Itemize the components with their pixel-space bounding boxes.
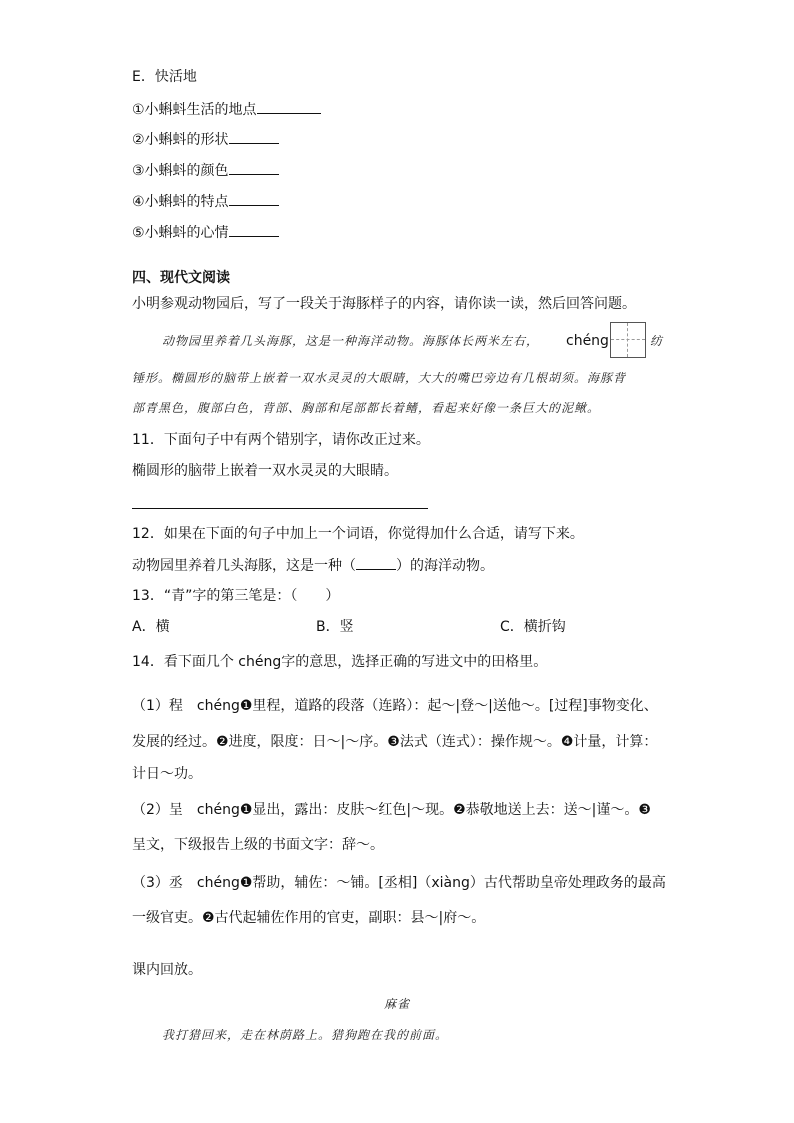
answer-blank[interactable] — [257, 99, 321, 114]
q12-question: 12．如果在下面的句子中加上一个词语，你觉得加什么合适，请写下来。 — [132, 526, 584, 542]
q14-entry-line-5: 呈文，下级报告上级的书面文字：辞～。 — [132, 837, 384, 853]
review-label: 课内回放。 — [132, 962, 202, 978]
passage-line-3: 部青黑色，腹部白色，背部、胸部和尾部都长着鳍，看起来好像一条巨大的泥鳅。 — [132, 401, 601, 415]
q12-sentence-before: 动物园里养着几头海豚，这是一种（ — [132, 558, 356, 574]
cheng-pinyin: chéng — [566, 333, 609, 349]
item-label: ③小蝌蚪的颜色 — [132, 163, 229, 179]
answer-blank[interactable] — [229, 129, 279, 144]
q14-entry-line-3: 计日～功。 — [132, 766, 202, 782]
q14-entry-line-6: （3）丞 chéng❶帮助，辅佐：～铺。[丞相]（xiàng）古代帮助皇帝处理政务的最高 — [132, 875, 666, 891]
section-e-item-3 — [132, 160, 279, 181]
q12-sentence — [132, 555, 494, 576]
q12-answer-blank[interactable] — [356, 555, 396, 570]
item-label: ④小蝌蚪的特点 — [132, 194, 229, 210]
q11-question: 11．下面句子中有两个错别字，请你改正过来。 — [132, 432, 430, 448]
q14-entry-line-1: （1）程 chéng❶里程，道路的段落（连路）：起～|登～|送他～。[过程]事物变化、 — [132, 698, 658, 714]
answer-blank[interactable] — [229, 191, 279, 206]
passage-line-1-tail: 纺 — [650, 334, 664, 348]
answer-blank[interactable] — [229, 160, 279, 175]
q11-answer-line[interactable] — [132, 508, 428, 509]
q14-entry-line-2: 发展的经过。❷进度，限度：日～|～序。❸法式（连式）：操作规～。❹计量，计算： — [132, 734, 658, 750]
passage-line-2: 锤形。椭圆形的脑带上嵌着一双水灵灵的大眼睛，大大的嘴巴旁边有几根胡须。海豚背 — [132, 371, 627, 385]
section-e-item-5 — [132, 222, 279, 243]
grid-vertical-guide — [627, 323, 628, 357]
q14-entry-line-7: 一级官吏。❷古代起辅佐作用的官吏，副职：县～|府～。 — [132, 910, 486, 926]
section-e-item-2 — [132, 129, 279, 150]
q13-option-c[interactable]: C．横折钩 — [500, 619, 566, 635]
q13-option-a[interactable]: A．横 — [132, 619, 170, 635]
q12-sentence-after: ）的海洋动物。 — [396, 558, 494, 574]
q11-sentence: 椭圆形的脑带上嵌着一双水灵灵的大眼睛。 — [132, 463, 398, 479]
review-title: 麻雀 — [383, 997, 410, 1011]
section-e-title: E．快活地 — [132, 69, 197, 85]
q13-question: 13．“青”字的第三笔是：（ ） — [132, 588, 340, 604]
answer-blank[interactable] — [229, 222, 279, 237]
tian-grid-box[interactable] — [610, 322, 646, 358]
item-label: ⑤小蝌蚪的心情 — [132, 225, 229, 241]
section-e-item-4 — [132, 191, 279, 212]
item-label: ②小蝌蚪的形状 — [132, 132, 229, 148]
grid-horizontal-guide — [611, 339, 645, 340]
item-label: ①小蝌蚪生活的地点 — [132, 102, 257, 118]
q14-question: 14．看下面几个 chéng字的意思，选择正确的写进文中的田格里。 — [132, 654, 548, 670]
q14-entry-line-4: （2）呈 chéng❶显出，露出：皮肤～红色|～现。❷恭敬地送上去：送～|谨～。❸ — [132, 802, 651, 818]
section-e-item-1 — [132, 99, 321, 120]
section-heading: 四、现代文阅读 — [132, 270, 230, 286]
review-first-line: 我打猎回来，走在林荫路上。猎狗跑在我的前面。 — [162, 1028, 449, 1042]
q13-option-b[interactable]: B．竖 — [316, 619, 354, 635]
section-intro: 小明参观动物园后，写了一段关于海豚样子的内容，请你读一读，然后回答问题。 — [132, 296, 636, 312]
passage-line-1: 动物园里养着几头海豚，这是一种海洋动物。海豚体长两米左右， — [162, 334, 540, 348]
